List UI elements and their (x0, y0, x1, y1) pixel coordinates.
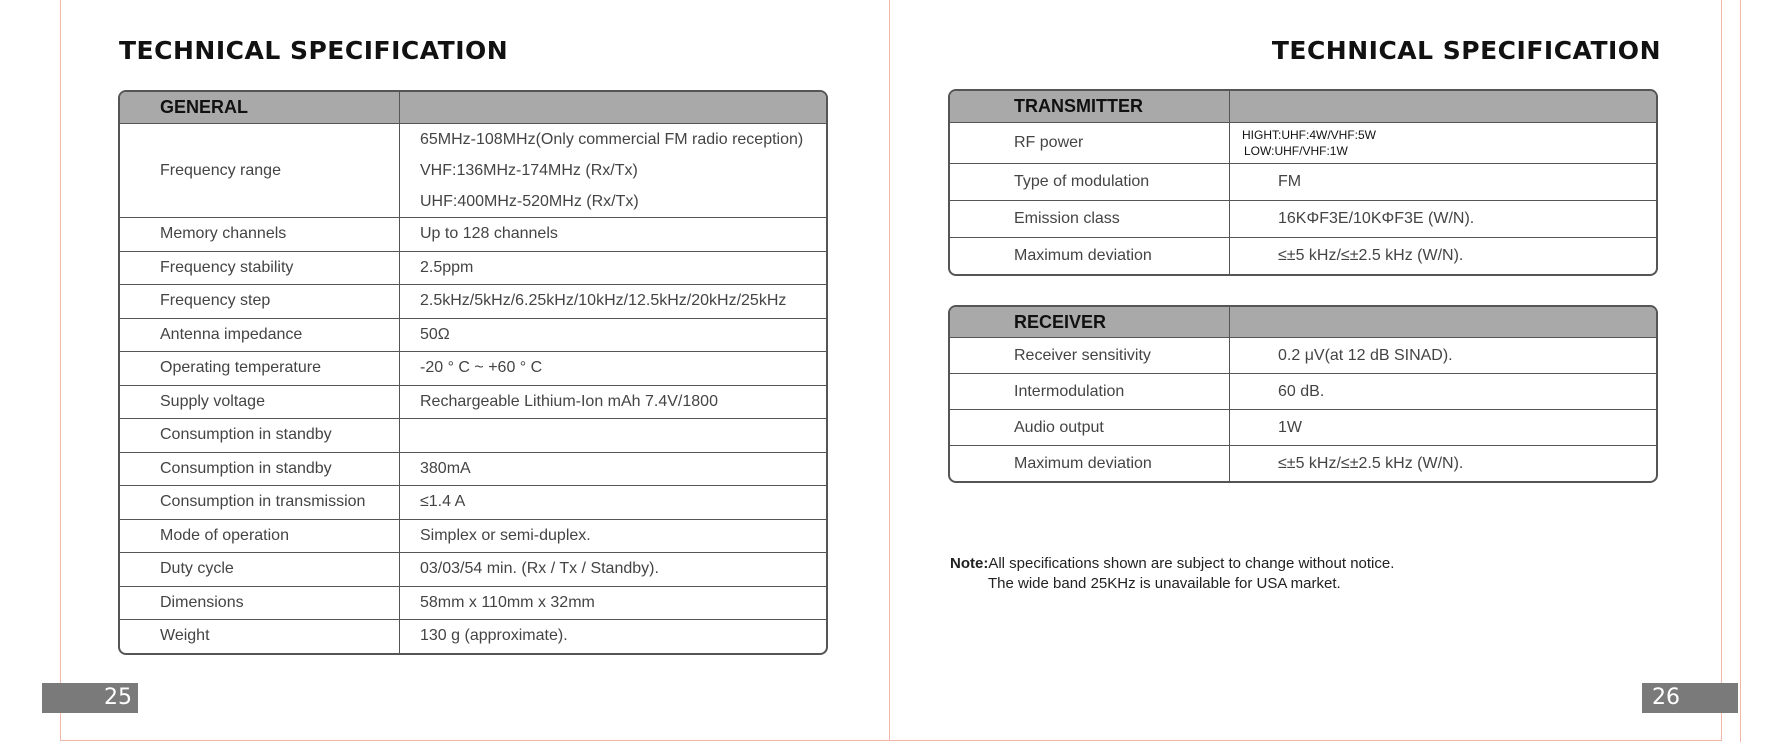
spec-value: -20 ° C ~ +60 ° C (400, 351, 826, 385)
frequency-range-vhf: VHF:136MHz-174MHz (Rx/Tx) (420, 162, 638, 179)
note-label: Note: (950, 555, 989, 572)
spec-value: 50Ω (400, 318, 826, 352)
spec-value: 16KΦF3E/10KΦF3E (W/N). (1230, 200, 1656, 237)
note-line-1 (950, 554, 1394, 574)
table-row (950, 337, 1656, 373)
spec-label: Consumption in standby (120, 418, 400, 452)
spec-value: 58mm x 110mm x 32mm (400, 586, 826, 620)
spec-label: Consumption in standby (120, 452, 400, 486)
spec-label: Supply voltage (120, 385, 400, 419)
spec-value (1230, 122, 1656, 163)
table-row (120, 485, 826, 519)
spec-label: Antenna impedance (120, 318, 400, 352)
spec-value: 380mA (400, 452, 826, 486)
header-empty-cell (1230, 91, 1656, 122)
spec-label: Maximum deviation (950, 445, 1230, 481)
general-spec-table (118, 90, 828, 655)
spec-value: 2.5ppm (400, 251, 826, 285)
transmitter-header: TRANSMITTER (950, 91, 1230, 122)
table-row (950, 373, 1656, 409)
spec-value: 60 dB. (1230, 373, 1656, 409)
table-row (120, 351, 826, 385)
transmitter-spec-table (948, 89, 1658, 276)
spec-value: 0.2 μV(at 12 dB SINAD). (1230, 337, 1656, 373)
note-text-1: All specifications shown are subject to change without notice. (988, 555, 1395, 572)
spec-label: Frequency range (120, 123, 400, 217)
table-header-row (950, 91, 1656, 122)
table-row (950, 237, 1656, 274)
spec-label: RF power (950, 122, 1230, 163)
page-number-right: 26 (1642, 683, 1738, 713)
table-row (120, 251, 826, 285)
table-header-row (120, 92, 826, 123)
spec-label: Duty cycle (120, 552, 400, 586)
receiver-header: RECEIVER (950, 307, 1230, 337)
table-row (120, 418, 826, 452)
spec-label: Emission class (950, 200, 1230, 237)
table-row (950, 409, 1656, 445)
spec-label: Consumption in transmission (120, 485, 400, 519)
header-empty-cell (1230, 307, 1656, 337)
spec-value: Simplex or semi-duplex. (400, 519, 826, 553)
spec-label: Frequency step (120, 284, 400, 318)
spec-value: Up to 128 channels (400, 217, 826, 251)
page-title-right: TECHNICAL SPECIFICATION (1271, 36, 1661, 65)
spec-label: Dimensions (120, 586, 400, 620)
table-row (120, 318, 826, 352)
table-row (120, 452, 826, 486)
spec-value (400, 123, 826, 217)
spec-value: 2.5kHz/5kHz/6.25kHz/10kHz/12.5kHz/20kHz/25kHz (400, 284, 826, 318)
spec-value: ≤±5 kHz/≤±2.5 kHz (W/N). (1230, 237, 1656, 274)
note-block (950, 554, 1394, 594)
spec-label: Intermodulation (950, 373, 1230, 409)
page-edge-divider (1740, 0, 1741, 742)
spec-value: 03/03/54 min. (Rx / Tx / Standby). (400, 552, 826, 586)
spec-value: 130 g (approximate). (400, 619, 826, 653)
spec-value: Rechargeable Lithium-Ion mAh 7.4V/1800 (400, 385, 826, 419)
general-header: GENERAL (120, 92, 400, 123)
table-row (120, 586, 826, 620)
spec-value: ≤±5 kHz/≤±2.5 kHz (W/N). (1230, 445, 1656, 481)
table-header-row (950, 307, 1656, 337)
table-row (950, 445, 1656, 481)
header-empty-cell (400, 92, 826, 123)
spec-value (400, 418, 826, 452)
table-row (950, 163, 1656, 200)
table-row (120, 385, 826, 419)
spec-label: Mode of operation (120, 519, 400, 553)
page-number-left: 25 (42, 683, 138, 713)
rf-power-high: HIGHT:UHF:4W/VHF:5W (1242, 128, 1376, 142)
spec-label: Frequency stability (120, 251, 400, 285)
table-row (120, 217, 826, 251)
table-row (120, 123, 826, 217)
table-row (120, 619, 826, 653)
frequency-range-uhf: UHF:400MHz-520MHz (Rx/Tx) (420, 193, 639, 210)
table-row (950, 122, 1656, 163)
spec-value: FM (1230, 163, 1656, 200)
spec-label: Operating temperature (120, 351, 400, 385)
spec-label: Weight (120, 619, 400, 653)
table-row (120, 552, 826, 586)
note-text-2: The wide band 25KHz is unavailable for USA market. (988, 575, 1341, 592)
rf-power-low: LOW:UHF/VHF:1W (1244, 144, 1348, 158)
spec-value: ≤1.4 A (400, 485, 826, 519)
page-title-left: TECHNICAL SPECIFICATION (119, 36, 509, 65)
spec-value: 1W (1230, 409, 1656, 445)
spec-label: Maximum deviation (950, 237, 1230, 274)
spec-label: Type of modulation (950, 163, 1230, 200)
receiver-spec-table (948, 305, 1658, 483)
spec-label: Memory channels (120, 217, 400, 251)
table-row (950, 200, 1656, 237)
spec-label: Receiver sensitivity (950, 337, 1230, 373)
frequency-range-fm: 65MHz-108MHz(Only commercial FM radio reception) (420, 131, 804, 148)
spec-label: Audio output (950, 409, 1230, 445)
table-row (120, 284, 826, 318)
table-row (120, 519, 826, 553)
